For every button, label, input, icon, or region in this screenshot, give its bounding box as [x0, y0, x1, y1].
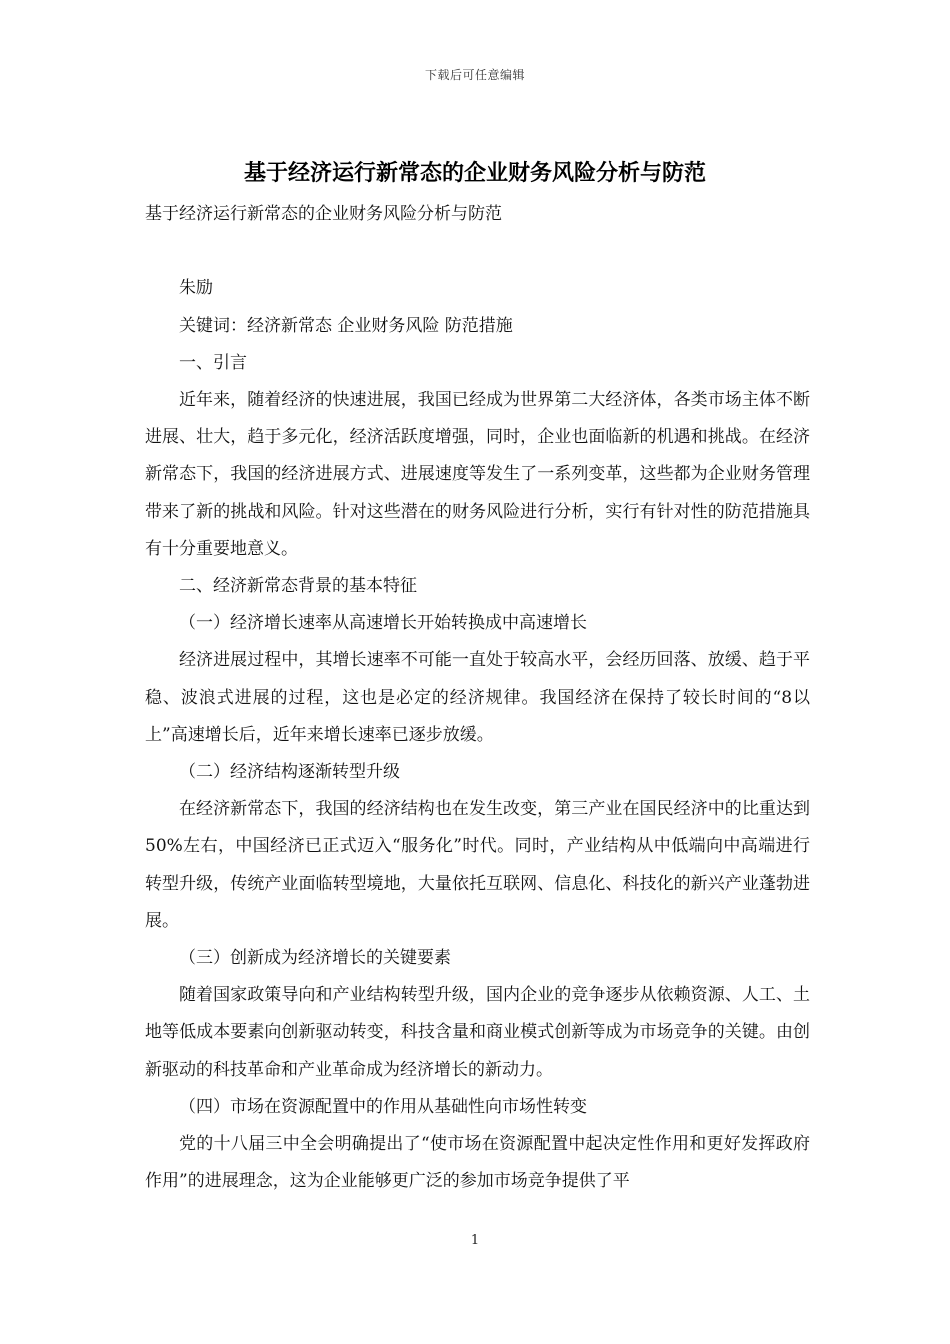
keywords-line: 关键词：经济新常态 企业财务风险 防范措施 [179, 315, 513, 336]
subsection-paragraph-1: 经济进展过程中，其增长速率不可能一直处于较高水平，会经历回落、放缓、趋于平稳、波浪式进展的过程，这也是必定的经济规律。我国经济在保持了较长时间的“8以上”高速增长后，近年来增长速率已逐步放缓。 [145, 650, 810, 745]
subsection-heading-4: （四）市场在资源配置中的作用从基础性向市场性转变 [179, 1096, 587, 1117]
page-number: 1 [470, 1233, 480, 1248]
subsection-paragraph-2: 在经济新常态下，我国的经济结构也在发生改变，第三产业在国民经济中的比重达到50%左右，中国经济已正式迈入“服务化”时代。同时，产业结构从中低端向中高端进行转型升级，传统产业面临转型境地，大量依托互联网、信息化、科技化的新兴产业蓬勃进展。 [145, 799, 810, 931]
subsection-heading-1: （一）经济增长速率从高速增长开始转换成中高速增长 [179, 613, 587, 634]
subsection-heading-3: （三）创新成为经济增长的关键要素 [179, 948, 451, 969]
page-header-note: 下载后可任意编辑 [424, 68, 525, 82]
document-title: 基于经济运行新常态的企业财务风险分析与防范 [243, 160, 706, 186]
document-body [145, 196, 810, 1200]
subsection-paragraph-4: 党的十八届三中全会明确提出了“使市场在资源配置中起决定性作用和更好发挥政府作用”的进展理念，这为企业能够更广泛的参加市场竞争提供了平 [145, 1134, 810, 1192]
section-heading-features: 二、经济新常态背景的基本特征 [179, 576, 417, 597]
blank-line [145, 233, 810, 270]
document-subtitle: 基于经济运行新常态的企业财务风险分析与防范 [145, 204, 502, 224]
section-heading-intro: 一、引言 [179, 352, 247, 373]
intro-paragraph: 近年来，随着经济的快速进展，我国已经成为世界第二大经济体，各类市场主体不断进展、壮大，趋于多元化，经济活跃度增强，同时，企业也面临新的机遇和挑战。在经济新常态下，我国的经济进展方式、进展速度等发生了一系列变革，这些都为企业财务管理带来了新的挑战和风险。针对这些潜在的财务风险进行分析，实行有针对性的防范措施具有十分重要地意义。 [145, 390, 810, 559]
subsection-heading-2: （二）经济结构逐渐转型升级 [179, 762, 400, 783]
author-name: 朱励 [179, 278, 213, 299]
subsection-paragraph-3: 随着国家政策导向和产业结构转型升级，国内企业的竞争逐步从依赖资源、人工、土地等低成本要素向创新驱动转变，科技含量和商业模式创新等成为市场竞争的关键。由创新驱动的科技革命和产业革命成为经济增长的新动力。 [145, 985, 810, 1080]
